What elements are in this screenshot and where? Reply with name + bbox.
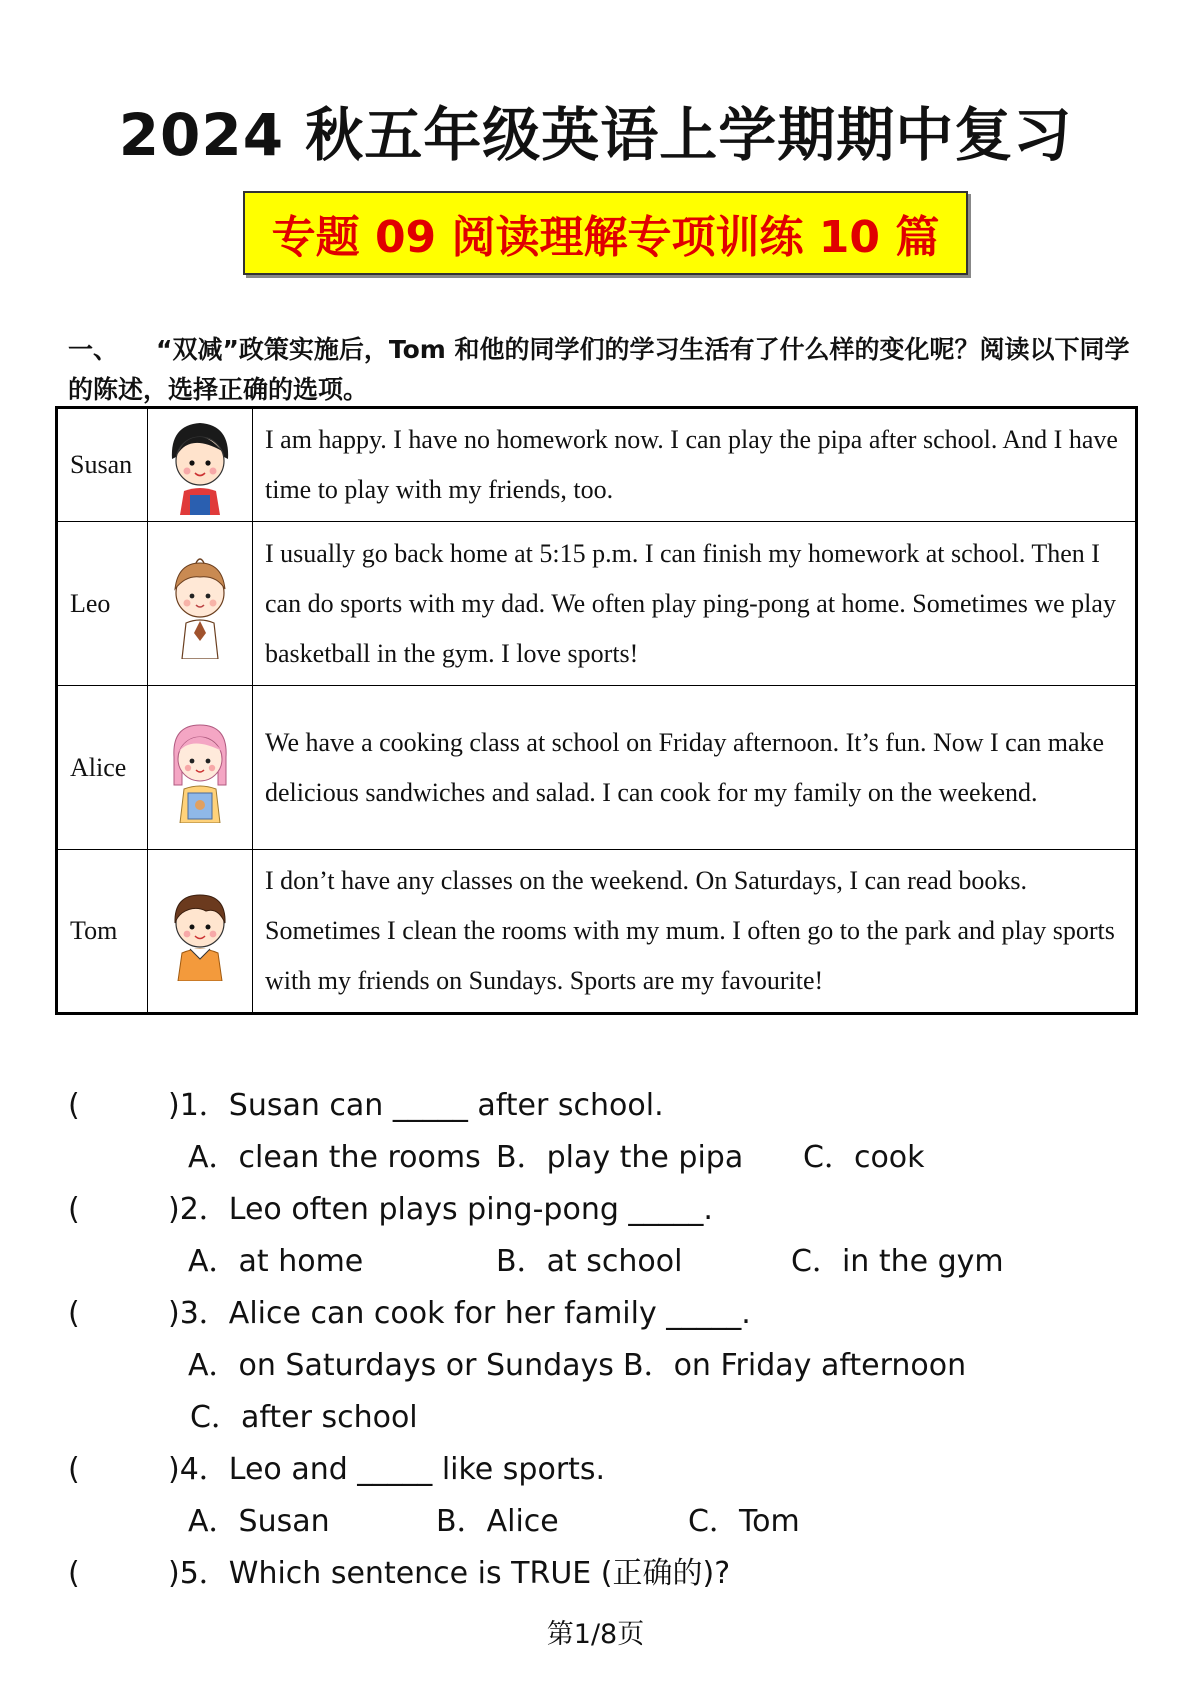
option-a: A．clean the rooms bbox=[188, 1140, 481, 1175]
option-c: C．after school bbox=[190, 1400, 418, 1435]
student-statement: I am happy. I have no homework now. I can play the pipa after school. And I have time to play with my friends, too. bbox=[253, 408, 1137, 522]
option-c: C．in the gym bbox=[791, 1244, 1004, 1279]
table-row bbox=[57, 850, 1137, 1014]
student-statement: I don’t have any classes on the weekend. On Saturdays, I can read books. Sometimes I clean the rooms with my mum. I often go to the park and play sports with my friends on Sundays. Sports are my favourite! bbox=[253, 850, 1137, 1014]
answer-blank: ( bbox=[68, 1556, 80, 1591]
question-text: )3．Alice can cook for her family _____. bbox=[168, 1296, 751, 1331]
student-statement: I usually go back home at 5:15 p.m. I can finish my homework at school. Then I can do sports with my dad. We often play ping-pong at home. Sometimes we play basketball in the gym. I love sports! bbox=[253, 522, 1137, 686]
topic-banner bbox=[243, 191, 968, 275]
question-text: )2．Leo often plays ping-pong _____. bbox=[168, 1192, 713, 1227]
student-name: Tom bbox=[57, 850, 148, 1014]
question-3-options bbox=[68, 1340, 1138, 1392]
table-row bbox=[57, 408, 1137, 522]
boy-brown-vest-avatar bbox=[148, 522, 253, 686]
student-name: Leo bbox=[57, 522, 148, 686]
question-2 bbox=[68, 1184, 1138, 1236]
table-row bbox=[57, 522, 1137, 686]
option-b: B．Alice bbox=[436, 1504, 559, 1539]
question-1 bbox=[68, 1080, 1138, 1132]
question-1-options bbox=[68, 1132, 1138, 1184]
answer-blank: ( bbox=[68, 1192, 80, 1227]
question-4 bbox=[68, 1444, 1138, 1496]
question-text: )1．Susan can _____ after school. bbox=[168, 1088, 664, 1123]
student-name: Susan bbox=[57, 408, 148, 522]
question-text: )4．Leo and _____ like sports. bbox=[168, 1452, 606, 1487]
questions-list bbox=[68, 1080, 1138, 1600]
readings-table bbox=[55, 406, 1138, 1015]
option-c: C．cook bbox=[803, 1140, 925, 1175]
student-name: Alice bbox=[57, 686, 148, 850]
table-row bbox=[57, 686, 1137, 850]
question-3-options-continued bbox=[68, 1392, 1138, 1444]
student-statement: We have a cooking class at school on Friday afternoon. It’s fun. Now I can make delicious sandwiches and salad. I can cook for my family on the weekend. bbox=[253, 686, 1137, 850]
option-b: B．at school bbox=[496, 1244, 683, 1279]
answer-blank: ( bbox=[68, 1452, 80, 1487]
option-a: A．Susan bbox=[188, 1504, 330, 1539]
option-b: B．on Friday afternoon bbox=[623, 1348, 967, 1383]
girl-red-dress-avatar bbox=[148, 408, 253, 522]
question-5 bbox=[68, 1548, 1138, 1600]
page-number: 第1/8页 bbox=[546, 1619, 645, 1650]
instruction-text: “双减”政策实施后，Tom 和他的同学们的学习生活有了什么样的变化呢？阅读以下同学的陈述，选择正确的选项。 bbox=[68, 335, 1130, 404]
answer-blank: ( bbox=[68, 1088, 80, 1123]
question-text: )5．Which sentence is TRUE (正确的)? bbox=[168, 1556, 731, 1591]
option-b: B．play the pipa bbox=[496, 1140, 744, 1175]
girl-pink-hair-avatar bbox=[148, 686, 253, 850]
boy-orange-vest-avatar bbox=[148, 850, 253, 1014]
option-c: C．Tom bbox=[688, 1504, 800, 1539]
answer-blank: ( bbox=[68, 1296, 80, 1331]
question-2-options bbox=[68, 1236, 1138, 1288]
section-instruction bbox=[68, 330, 1138, 410]
question-3 bbox=[68, 1288, 1138, 1340]
section-number: 一、 bbox=[68, 335, 119, 364]
option-a: A．on Saturdays or Sundays bbox=[188, 1348, 614, 1383]
question-4-options bbox=[68, 1496, 1138, 1548]
topic-banner-text: 专题 09 阅读理解专项训练 10 篇 bbox=[271, 212, 940, 263]
page-title: 2024 秋五年级英语上学期期中复习 bbox=[118, 101, 1073, 169]
option-a: A．at home bbox=[188, 1244, 364, 1279]
